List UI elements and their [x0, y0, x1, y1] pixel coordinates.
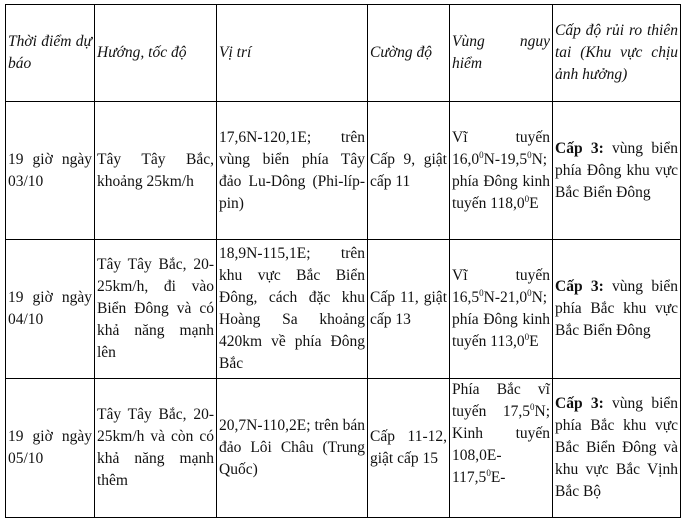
- cell-position: 18,9N-115,1E; trên khu vực Bắc Biển Đông, cách đặc khu Hoàng Sa khoảng 420km về phía Đông Bắc: [217, 240, 368, 379]
- cell-forecast-time: 19 giờ ngày 03/10: [6, 102, 95, 240]
- header-risk-level: Cấp độ rủi ro thiên tai (Khu vực chịu ảnh hưởng): [553, 5, 681, 102]
- cell-position: 20,7N-110,2E; trên bán đảo Lôi Châu (Trung Quốc): [217, 379, 368, 518]
- cell-danger-zone: Phía Bắc vĩ tuyến 17,5$^0$N; Kinh tuyến 108,0E-117,5$^0$E-: [450, 379, 553, 518]
- table-row: [6, 102, 681, 240]
- table-row: [6, 379, 681, 518]
- cell-direction-speed: Tây Tây Bắc, 20-25km/h và còn có khả năng mạnh thêm: [95, 379, 217, 518]
- header-row: [6, 5, 681, 102]
- header-intensity: Cường độ: [368, 5, 450, 102]
- risk-level-label: Cấp 3:: [555, 139, 604, 157]
- forecast-table: [5, 4, 681, 518]
- risk-level-label: Cấp 3:: [555, 395, 604, 412]
- cell-danger-zone: Vĩ tuyến 16,5$^0$N-21,0$^0$N; phía Đông kinh tuyến 113,0$^0$E: [450, 240, 553, 379]
- risk-level-label: Cấp 3:: [555, 278, 604, 295]
- cell-direction-speed: Tây Tây Bắc, 20-25km/h, đi vào Biển Đông và có khả năng mạnh lên: [95, 240, 217, 379]
- header-danger-zone: Vùng nguy hiểm: [450, 5, 553, 102]
- cell-intensity: Cấp 11-12, giật cấp 15: [368, 379, 450, 518]
- cell-risk-level: Cấp 3: vùng biển phía Đông khu vực Bắc Biển Đông: [553, 102, 681, 240]
- header-position: Vị trí: [217, 5, 368, 102]
- cell-risk-level: Cấp 3: vùng biển phía Bắc khu vực Bắc Biển Đông: [553, 240, 681, 379]
- cell-position: 17,6N-120,1E; trên vùng biển phía Tây đảo Lu-Dông (Phi-líp-pin): [217, 102, 368, 240]
- cell-forecast-time: 19 giờ ngày 05/10: [6, 379, 95, 518]
- table-row: [6, 240, 681, 379]
- cell-direction-speed: Tây Tây Bắc, khoảng 25km/h: [95, 102, 217, 240]
- cell-forecast-time: 19 giờ ngày 04/10: [6, 240, 95, 379]
- cell-danger-zone: Vĩ tuyến 16,0$^0$N-19,5$^0$N; phía Đông kinh tuyến 118,0$^0$E: [450, 102, 553, 240]
- cell-risk-level: Cấp 3: vùng biển phía Bắc khu vực Bắc Biển Đông và khu vực Bắc Vịnh Bắc Bộ: [553, 379, 681, 518]
- header-direction-speed: Hướng, tốc độ: [95, 5, 217, 102]
- cell-intensity: Cấp 11, giật cấp 13: [368, 240, 450, 379]
- header-forecast-time: Thời điểm dự báo: [6, 5, 95, 102]
- cell-intensity: Cấp 9, giật cấp 11: [368, 102, 450, 240]
